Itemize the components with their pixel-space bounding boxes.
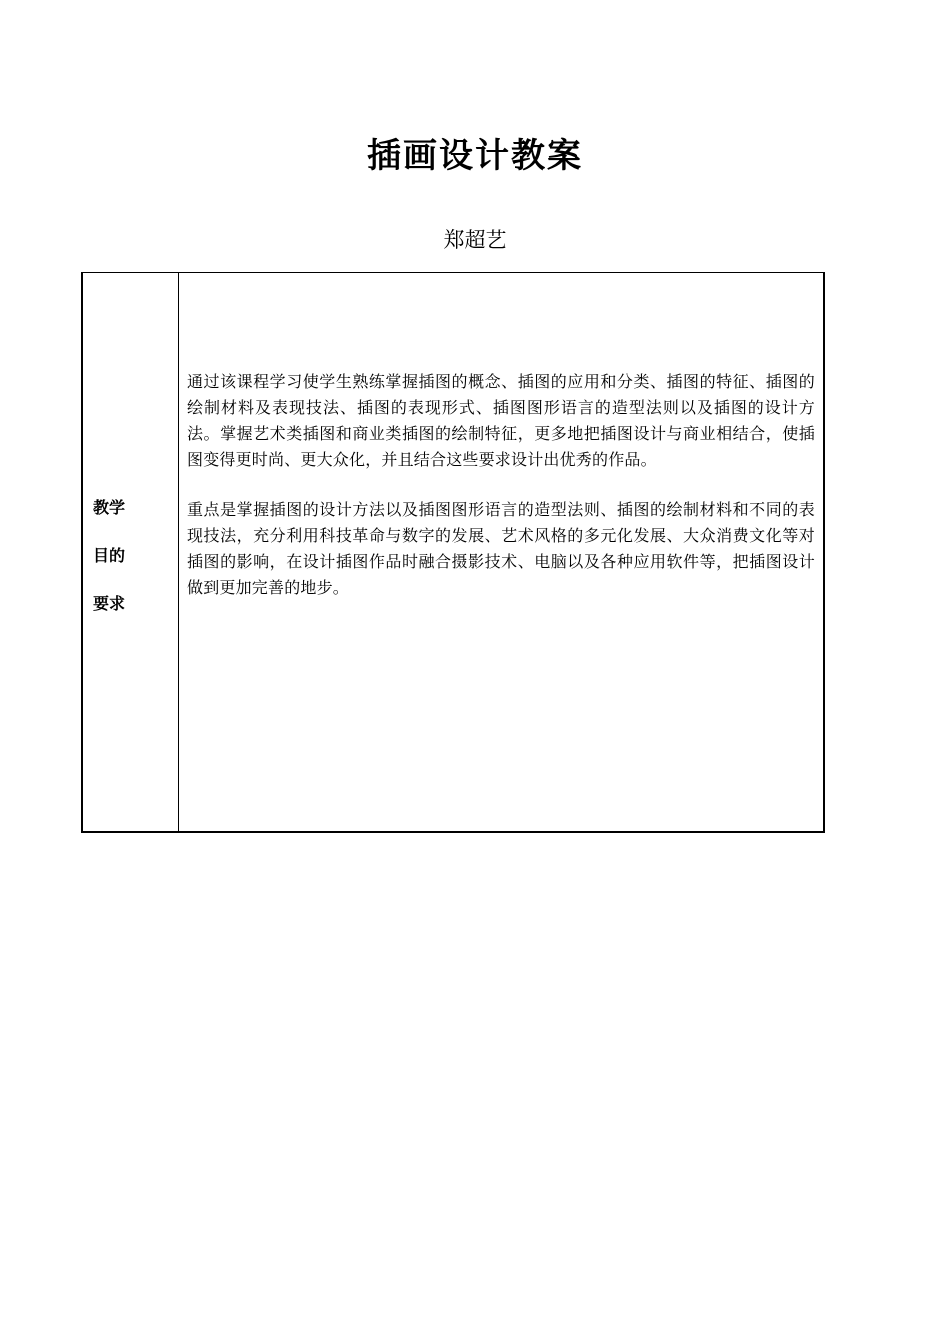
row-label-cell: [83, 273, 179, 831]
objectives-paragraph-2: 重点是掌握插图的设计方法以及插图图形语言的造型法则、插图的绘制材料和不同的表现技法，充分利用科技革命与数字的发展、艺术风格的多元化发展、大众消费文化等对插图的影响，在设计插图作品时融合摄影技术、电脑以及各种应用软件等，把插图设计做到更加完善的地步。: [187, 500, 815, 597]
document-title: 插画设计教案: [367, 136, 583, 176]
teaching-objectives-table: [81, 272, 825, 833]
row-label-line-2: 目的: [93, 546, 126, 565]
row-label-line-1: 教学: [93, 498, 126, 517]
objectives-paragraph-1: 通过该课程学习使学生熟练掌握插图的概念、插图的应用和分类、插图的特征、插图的绘制材料及表现技法、插图的表现形式、插图图形语言的造型法则以及插图的设计方法。掌握艺术类插图和商业类插图的绘制特征，更多地把插图设计与商业相结合，使插图变得更时尚、更大众化，并且结合这些要求设计出优秀的作品。: [187, 372, 815, 469]
objectives-content-cell: [179, 273, 823, 831]
document-author: 郑超艺: [443, 228, 507, 252]
row-label-line-3: 要求: [93, 594, 126, 613]
